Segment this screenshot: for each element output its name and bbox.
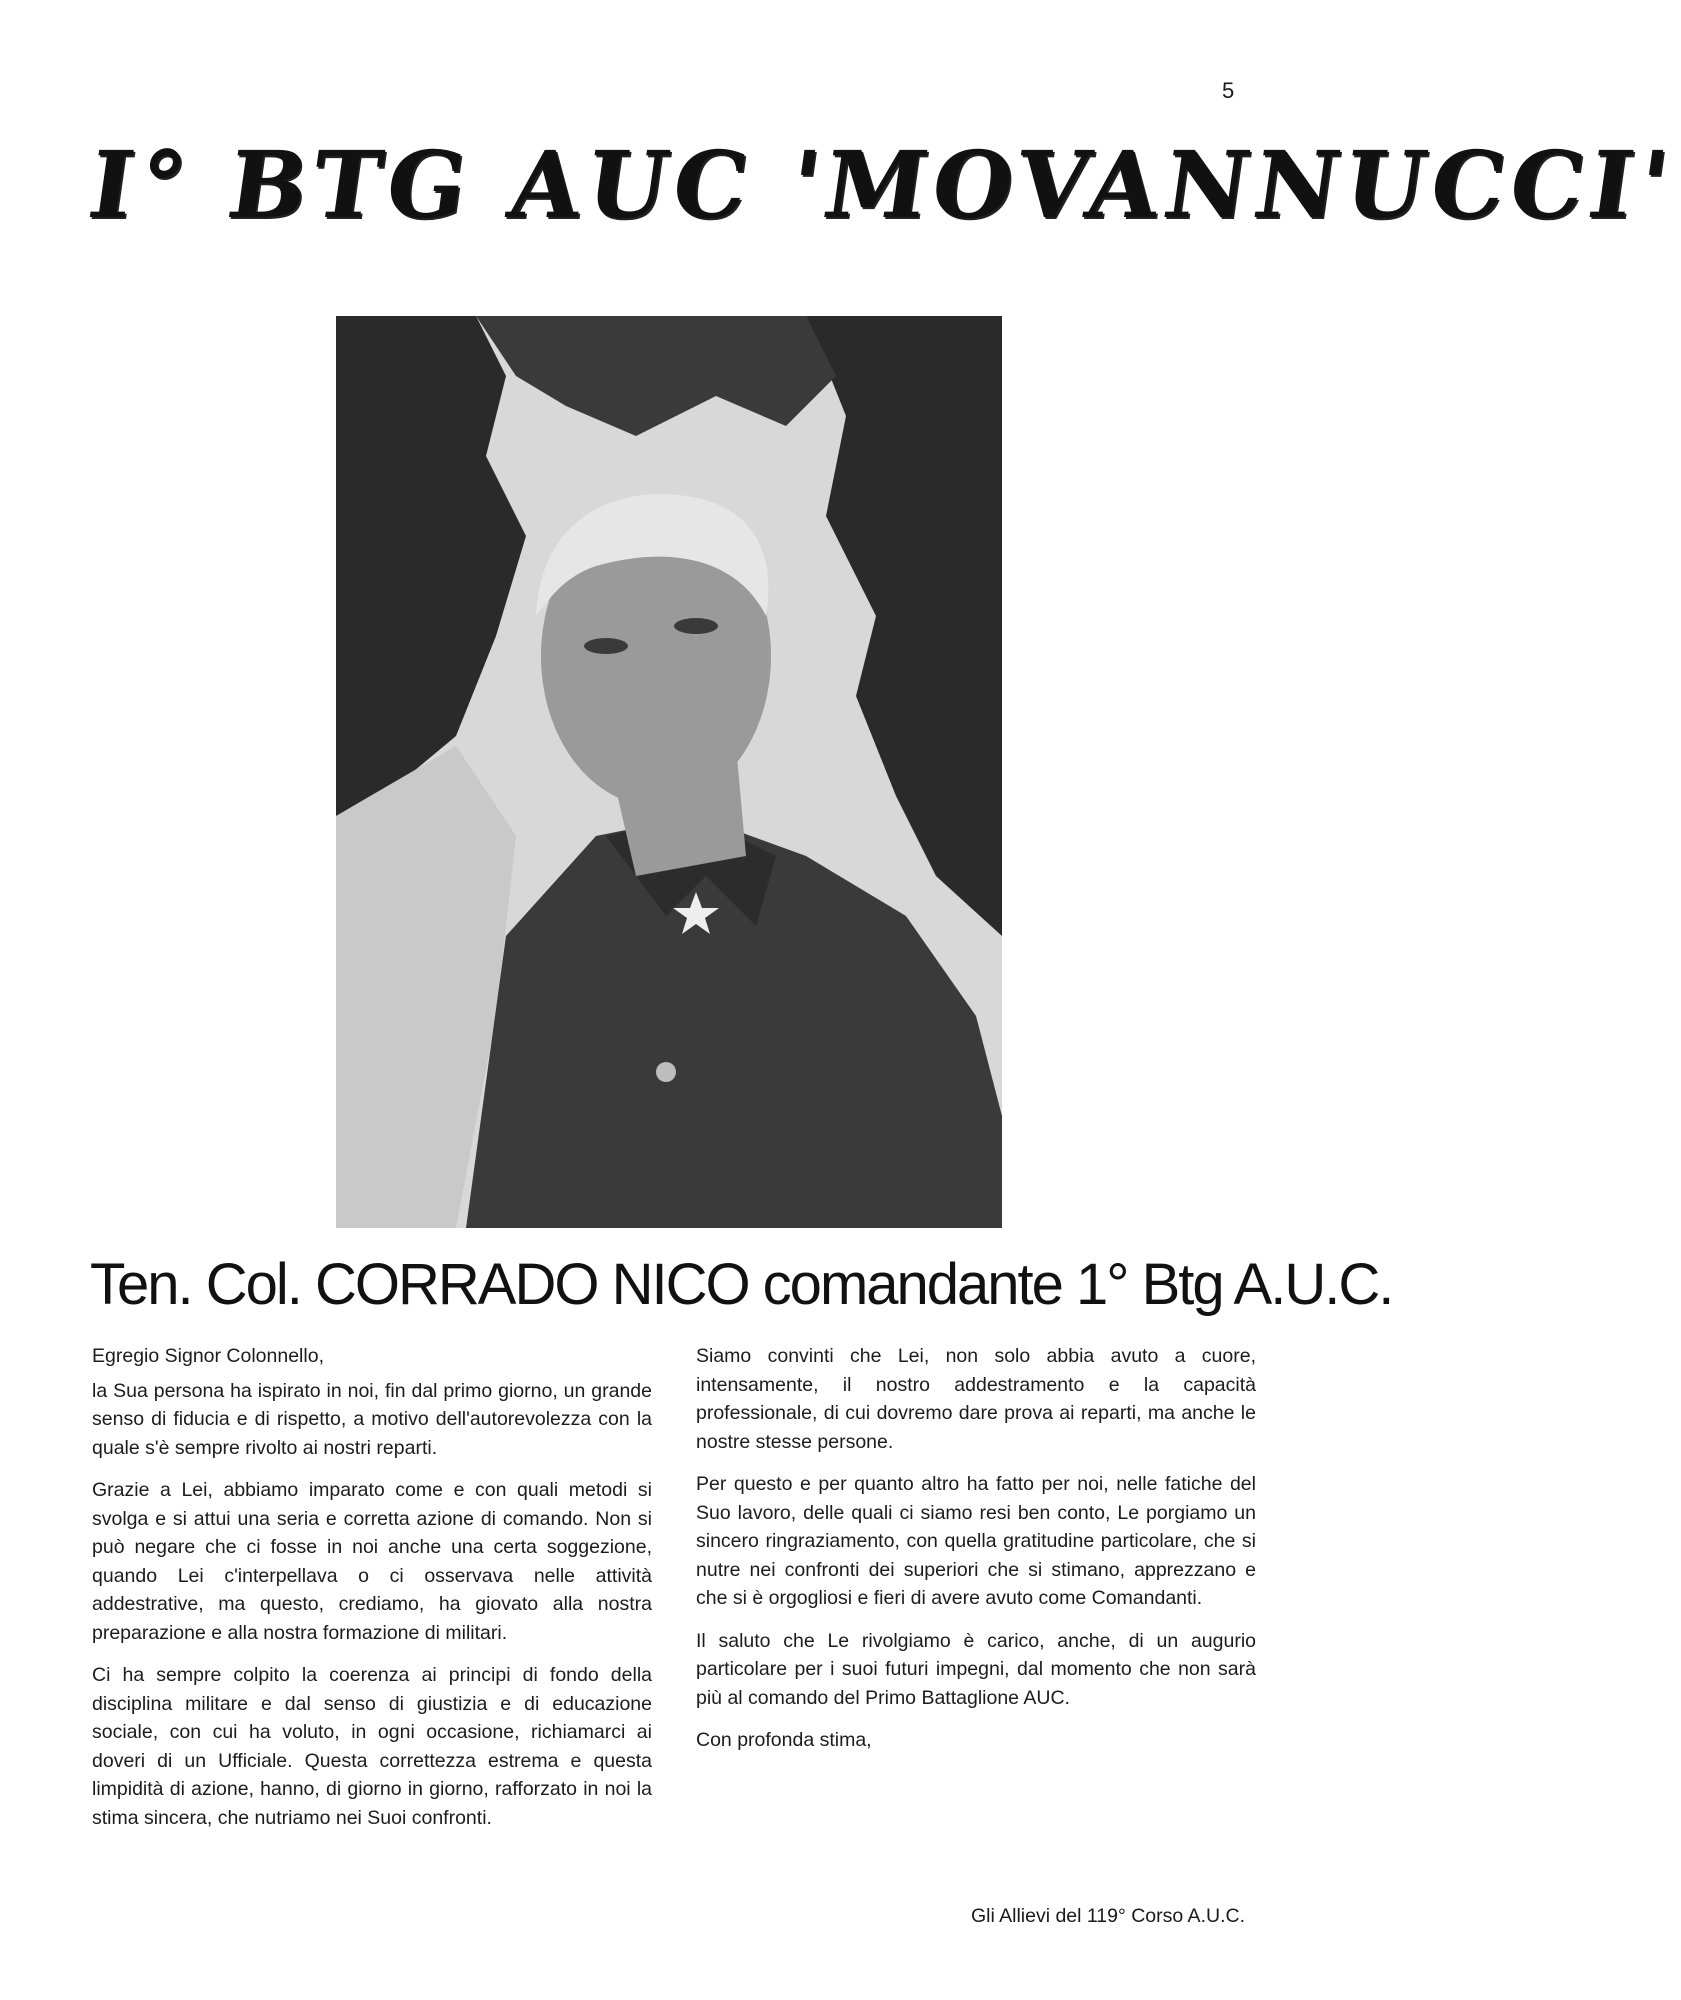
letter-closing: Con profonda stima,: [696, 1729, 872, 1751]
photo-button: [656, 1062, 676, 1082]
letter-paragraph: Il saluto che Le rivolgiamo è carico, anche, di un augurio particolare per i suoi futuri impegni, dal momento che non sarà più al comando del Primo Battaglione AUC.: [696, 1629, 1256, 1709]
letter-paragraph: la Sua persona ha ispirato in noi, fin dal primo giorno, un grande senso di fiducia e di rispetto, a motivo dell'autorevolezza con la quale s'è sempre rivolto ai nostri reparti.: [92, 1379, 652, 1459]
letter-paragraph: Siamo convinti che Lei, non solo abbia avuto a cuore, intensamente, il nostro addestramento e la capacità professionale, di cui dovremo dare prova ai reparti, ma anche le nostre stesse persone.: [696, 1345, 1256, 1453]
photo-eye-left: [584, 638, 628, 654]
battalion-header-title: I° BTG AUC 'MOVANNUCCI': [82, 131, 1681, 239]
letter-right-column: [696, 1342, 1256, 1769]
letter-paragraph: Grazie a Lei, abbiamo imparato come e con quali metodi si svolga e si attui una seria e corretta azione di comando. Non si può negare che ci fosse in noi anche una certa soggezione, quando Lei c'interpellava o ci osservava nelle attività addestrative, ma questo, crediamo, ha giovato alla nostra preparazione e alla nostra formazione di militari.: [92, 1479, 652, 1644]
letter-paragraph: Ci ha sempre colpito la coerenza ai principi di fondo della disciplina militare e dal senso di giustizia e di educazione sociale, con cui ha voluto, in ogni occasione, richiamarci ai doveri di un Ufficiale. Questa correttezza estrema e questa limpidità di azione, hanno, di giorno in giorno, rafforzato in noi la stima sincera, che nutriamo nei Suoi confronti.: [92, 1664, 652, 1829]
colonel-portrait-photo: [336, 316, 1002, 1228]
letter-signature: Gli Allievi del 119° Corso A.U.C.: [970, 1905, 1245, 1927]
letter-salutation: Egregio Signor Colonnello,: [92, 1345, 324, 1367]
page-number: 5: [1222, 78, 1235, 103]
photo-eye-right: [674, 618, 718, 634]
letter-paragraph: Per questo e per quanto altro ha fatto per noi, nelle fatiche del Suo lavoro, delle quali ci siamo resi ben conto, Le porgiamo un sincero ringraziamento, con quella gratitudine particolare, che si nutre nei confronti dei superiori che si stimano, apprezzano e che si è orgogliosi e fieri di avere avuto come Comandanti.: [696, 1473, 1256, 1609]
letter-left-column: [92, 1342, 652, 1846]
photo-caption: Ten. Col. CORRADO NICO comandante 1° Btg A.U.C.: [90, 1252, 1393, 1317]
